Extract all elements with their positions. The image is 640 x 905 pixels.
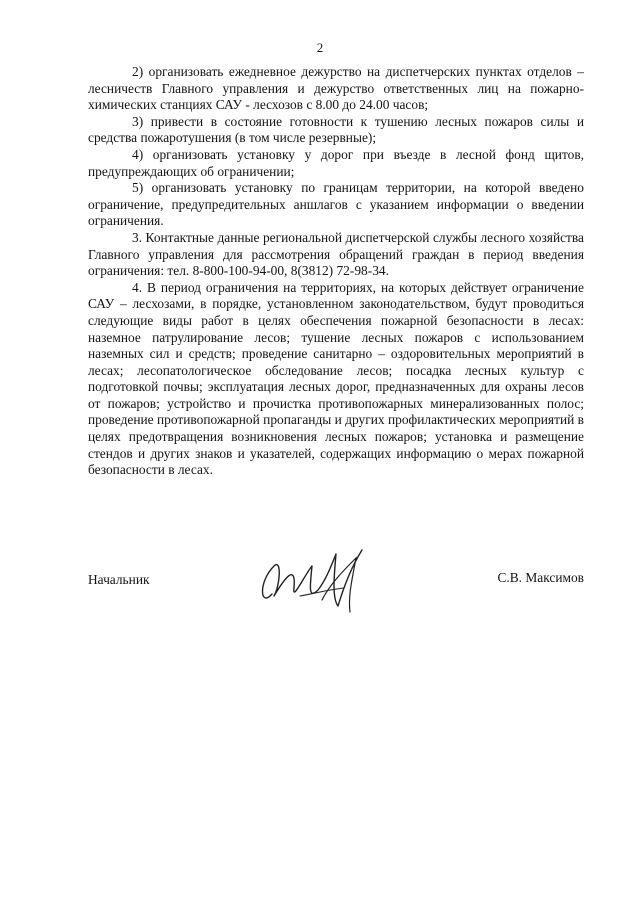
- signature-block: [0, 536, 640, 626]
- page-number: 2: [316, 40, 324, 55]
- handwritten-signature: [252, 536, 382, 626]
- paragraph-item-2: 2) организовать ежедневное дежурство на диспетчерских пунктах отделов – лесничеств Главного управления и дежурство ответственных лиц на пожарно-химических станциях САУ - лесхозов с 8.00 до 24.00 часов;: [88, 64, 584, 113]
- paragraph-section-4: 4. В период ограничения на территориях, на которых действует ограничение САУ – лесхозами, в порядке, установленном законодательством, будут проводиться следующие виды работ в целях обеспечения пожарной безопасности в лесах: наземное патрулирование лесов; тушение лесных пожаров с использованием наземных сил и средств; проведение санитарно – оздоровительных мероприятий в лесах; лесопатологическое обследование лесов; посадка лесных культур с подготовкой почвы; эксплуатация лесных дорог, предназначенных для охраны лесов от пожаров; устройство и прочистка противопожарных минерализованных полос; проведение противопожарной пропаганды и других профилактических мероприятий в целях предотвращения возникновения лесных пожаров; установка и размещение стендов и других знаков и указателей, содержащих информацию о мерах пожарной безопасности в лесах.: [88, 279, 584, 478]
- signer-name: С.В. Максимов: [497, 570, 584, 585]
- paragraph-item-5: 5) организовать установку по границам территории, на которой введено ограничение, предупредительных аншлагов с указанием информации о введении ограничения.: [88, 180, 584, 229]
- document-body: [88, 64, 584, 479]
- paragraph-item-3: 3) привести в состояние готовности к тушению лесных пожаров силы и средства пожаротушения (в том числе резервные);: [88, 113, 584, 146]
- paragraph-section-3: 3. Контактные данные региональной диспетчерской службы лесного хозяйства Главного управления для рассмотрения обращений граждан в период введения ограничения: тел. 8-800-100-94-00, 8(3812) 72-98-34.: [88, 229, 584, 279]
- paragraph-item-4: 4) организовать установку у дорог при въезде в лесной фонд щитов, предупреждающих об ограничении;: [88, 146, 584, 179]
- signer-position: Начальник: [88, 572, 150, 587]
